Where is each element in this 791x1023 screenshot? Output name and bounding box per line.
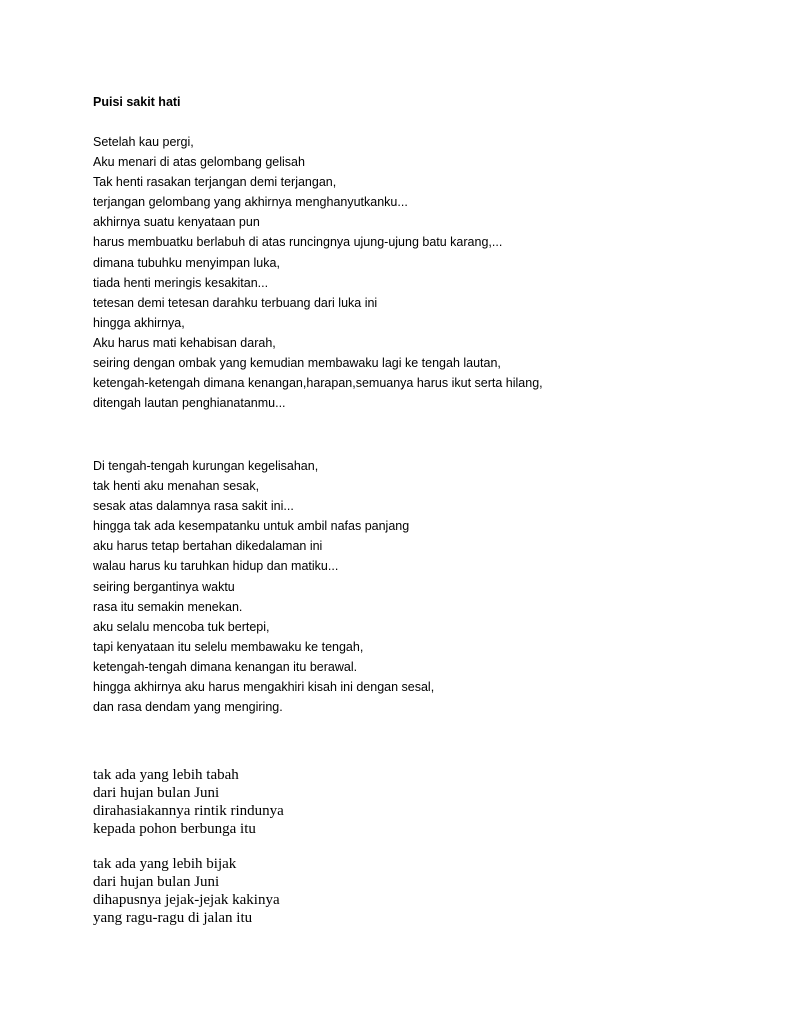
poem-line: tetesan demi tetesan darahku terbuang dari luka ini [93,295,378,310]
poem-line: kepada pohon berbunga itu [93,820,256,837]
poem-line: tak ada yang lebih bijak [93,856,237,872]
poem-line: seiring dengan ombak yang kemudian membawaku lagi ke tengah lautan, [93,356,501,371]
poem-line: rasa itu semakin menekan. [93,599,243,614]
poem-line: aku harus tetap bertahan dikedalaman ini [93,539,323,554]
poem-line: tak ada yang lebih tabah [93,767,239,783]
poem-line: hingga akhirnya, [93,315,185,330]
poem-line: tapi kenyataan itu selelu membawaku ke tengah, [93,639,364,654]
stanza-3 [93,767,284,839]
poem-line: Tak henti rasakan terjangan demi terjangan, [93,175,337,190]
poem-line: Setelah kau pergi, [93,135,194,149]
poem-line: dan rasa dendam yang mengiring. [93,700,283,715]
poem-line: ketengah-ketengah dimana kenangan,harapan,semuanya harus ikut serta hilang, [93,376,543,391]
poem-line: ketengah-tengah dimana kenangan itu berawal. [93,659,358,674]
poem-line: ditengah lautan penghianatanmu... [93,396,286,411]
poem-line: tak henti aku menahan sesak, [93,479,260,494]
poem-line: seiring bergantinya waktu [93,579,235,594]
poem-line: akhirnya suatu kenyataan pun [93,215,260,230]
poem-line: aku selalu mencoba tuk bertepi, [93,619,270,634]
poem-line: dirahasiakannya rintik rindunya [93,802,284,819]
poem-line: hingga tak ada kesempatanku untuk ambil nafas panjang [93,519,410,534]
stanza-1 [93,132,543,413]
poem-line: Aku menari di atas gelombang gelisah [93,155,305,170]
poem-line: yang ragu-ragu di jalan itu [93,909,253,926]
stanza-2 [93,456,434,717]
poem-line: dari hujan bulan Juni [93,873,220,890]
stanza-4 [93,856,280,928]
poem-line: harus membuatku berlabuh di atas runcingnya ujung-ujung batu karang,... [93,235,503,250]
poem-line: Aku harus mati kehabisan darah, [93,335,276,350]
poem-line: hingga akhirnya aku harus mengakhiri kisah ini dengan sesal, [93,680,435,695]
poem-title: Puisi sakit hati [93,95,181,109]
poem-line: dimana tubuhku menyimpan luka, [93,255,280,270]
poem-line: dari hujan bulan Juni [93,784,220,801]
poem-line: dihapusnya jejak-jejak kakinya [93,891,280,908]
poem-line: sesak atas dalamnya rasa sakit ini... [93,499,294,514]
poem-line: tiada henti meringis kesakitan... [93,275,269,290]
poem-line: Di tengah-tengah kurungan kegelisahan, [93,459,319,473]
poem-line: terjangan gelombang yang akhirnya menghanyutkanku... [93,195,408,210]
poem-line: walau harus ku taruhkan hidup dan matiku... [93,559,339,574]
